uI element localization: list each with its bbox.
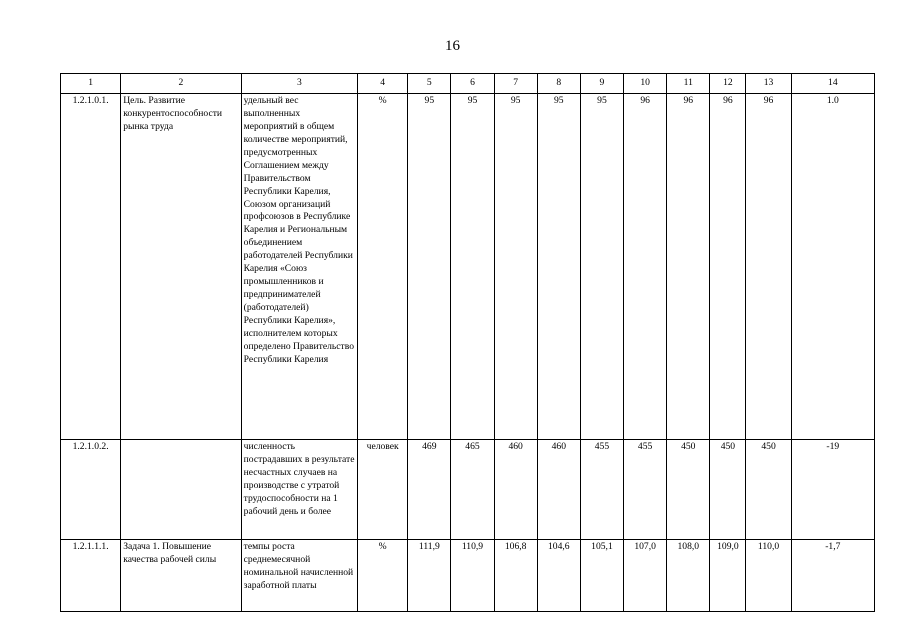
row-change: -19 [791, 440, 874, 540]
row-unit: человек [358, 440, 408, 540]
row-value: 105,1 [580, 540, 623, 612]
row-value: 107,0 [624, 540, 667, 612]
row-code: 1.2.1.0.2. [61, 440, 121, 540]
column-header: 12 [710, 74, 746, 94]
row-value: 95 [494, 94, 537, 440]
row-change: -1,7 [791, 540, 874, 612]
column-header: 1 [61, 74, 121, 94]
table-row [61, 440, 875, 540]
column-header: 2 [121, 74, 241, 94]
row-value: 95 [408, 94, 451, 440]
row-code: 1.2.1.1.1. [61, 540, 121, 612]
row-value: 96 [624, 94, 667, 440]
column-header: 7 [494, 74, 537, 94]
column-header: 14 [791, 74, 874, 94]
row-value: 110,0 [746, 540, 791, 612]
header-row [61, 74, 875, 94]
row-value: 465 [451, 440, 494, 540]
row-value: 469 [408, 440, 451, 540]
row-indicator: удельный вес выполненных мероприятий в общем количестве мероприятий, предусмотренных Соглашением между Правительством Республики Карелия, Союзом организаций профсоюзов в Республике Карелия и Региональным объединением работодателей Республики Карелия «Союз промышленников и предпринимателей (работодателей) Республики Карелия», исполнителем которых определено Правительство Республики Карелия [241, 94, 357, 440]
column-header: 9 [580, 74, 623, 94]
row-value: 108,0 [667, 540, 710, 612]
row-value: 110,9 [451, 540, 494, 612]
row-value: 106,8 [494, 540, 537, 612]
column-header: 10 [624, 74, 667, 94]
column-header: 13 [746, 74, 791, 94]
row-value: 460 [537, 440, 580, 540]
row-code: 1.2.1.0.1. [61, 94, 121, 440]
table-row [61, 540, 875, 612]
page-number: 16 [445, 38, 460, 54]
row-value: 109,0 [710, 540, 746, 612]
row-value: 96 [746, 94, 791, 440]
row-name: Цель. Развитие конкурентоспособности рынка труда [121, 94, 241, 440]
column-header: 5 [408, 74, 451, 94]
row-value: 450 [746, 440, 791, 540]
row-value: 96 [710, 94, 746, 440]
row-value: 95 [580, 94, 623, 440]
column-header: 4 [358, 74, 408, 94]
row-indicator: численность пострадавших в результате несчастных случаев на производстве с утратой трудоспособности на 1 рабочий день и более [241, 440, 357, 540]
row-name: Задача 1. Повышение качества рабочей силы [121, 540, 241, 612]
row-value: 104,6 [537, 540, 580, 612]
row-value: 95 [537, 94, 580, 440]
row-value: 96 [667, 94, 710, 440]
row-unit: % [358, 540, 408, 612]
row-change: 1.0 [791, 94, 874, 440]
column-header: 3 [241, 74, 357, 94]
column-header: 6 [451, 74, 494, 94]
row-name [121, 440, 241, 540]
table-row [61, 94, 875, 440]
row-unit: % [358, 94, 408, 440]
row-value: 455 [624, 440, 667, 540]
row-indicator: темпы роста среднемесячной номинальной начисленной заработной платы [241, 540, 357, 612]
row-value: 450 [710, 440, 746, 540]
row-value: 450 [667, 440, 710, 540]
row-value: 111,9 [408, 540, 451, 612]
column-header: 8 [537, 74, 580, 94]
row-value: 455 [580, 440, 623, 540]
column-header: 11 [667, 74, 710, 94]
row-value: 95 [451, 94, 494, 440]
row-value: 460 [494, 440, 537, 540]
indicators-table [60, 73, 875, 612]
